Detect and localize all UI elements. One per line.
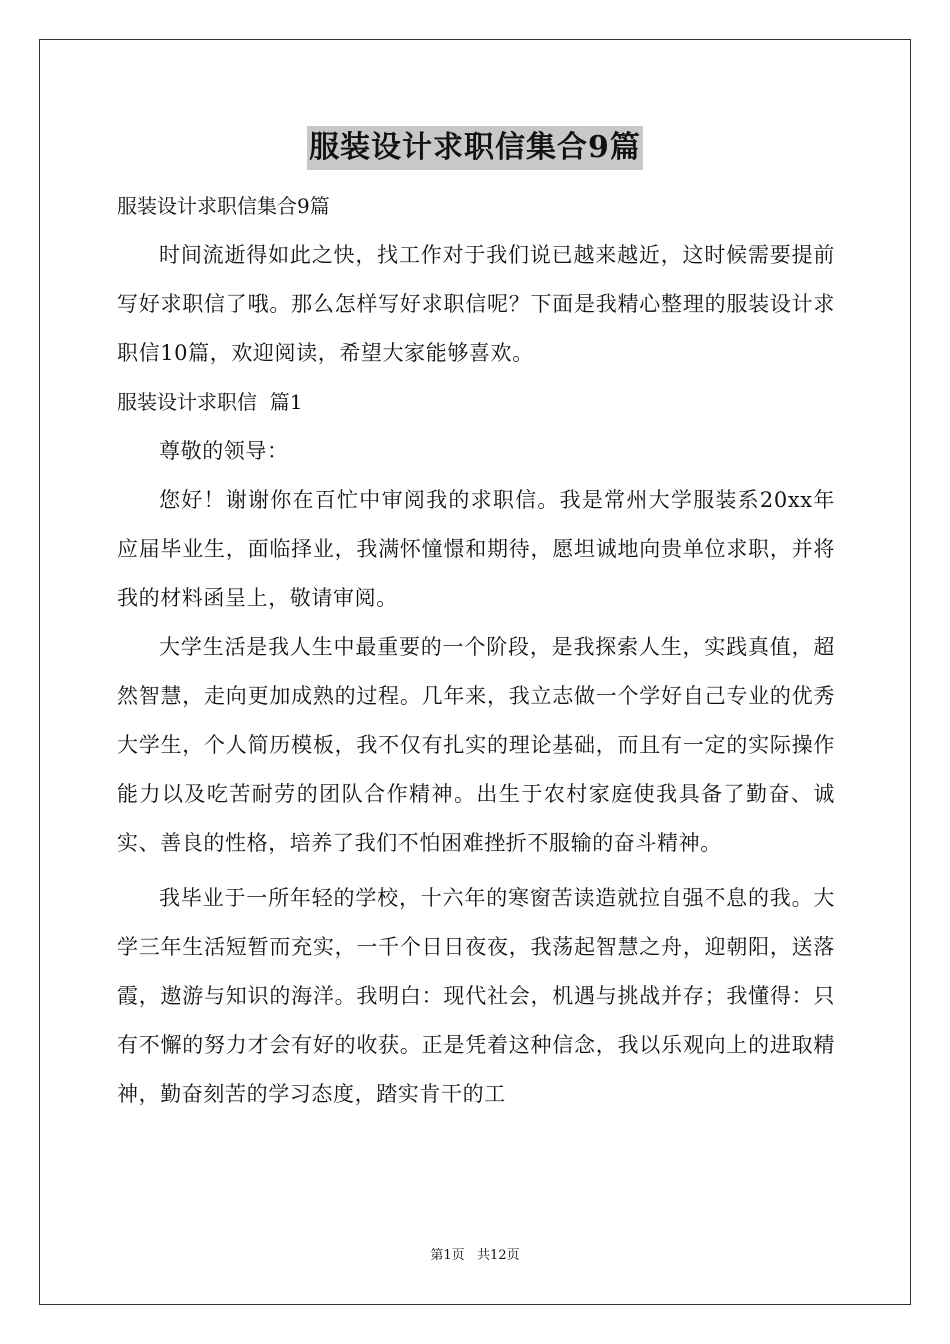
salutation: 尊敬的领导：: [159, 439, 289, 463]
title-container: [0, 126, 950, 170]
document-body: [117, 182, 835, 1119]
paragraph-1: 您好！谢谢你在百忙中审阅我的求职信。我是常州大学服装系20xx年应届毕业生，面临择业，我满怀憧憬和期待，愿坦诚地向贵单位求职，并将我的材料函呈上，敬请审阅。: [117, 488, 835, 610]
document-subtitle: 服装设计求职信集合9篇: [117, 194, 330, 218]
page-footer: [0, 1247, 950, 1265]
section-heading: 服装设计求职信 篇1: [117, 390, 303, 414]
intro-paragraph: 时间流逝得如此之快，找工作对于我们说已越来越近，这时候需要提前写好求职信了哦。那么怎样写好求职信呢？下面是我精心整理的服装设计求职信10篇，欢迎阅读，希望大家能够喜欢。: [117, 243, 835, 365]
document-title: 服装设计求职信集合9篇: [307, 126, 643, 170]
page-number: 第1页 共12页: [430, 1248, 520, 1263]
paragraph-3: 我毕业于一所年轻的学校，十六年的寒窗苦读造就拉自强不息的我。大学三年生活短暂而充实，一千个日日夜夜，我荡起智慧之舟，迎朝阳，送落霞，遨游与知识的海洋。我明白：现代社会，机遇与挑战并存；我懂得：只有不懈的努力才会有好的收获。正是凭着这种信念，我以乐观向上的进取精神，勤奋刻苦的学习态度，踏实肯干的工: [117, 886, 835, 1106]
paragraph-2: 大学生活是我人生中最重要的一个阶段，是我探索人生，实践真值，超然智慧，走向更加成熟的过程。几年来，我立志做一个学好自己专业的优秀大学生，个人简历模板，我不仅有扎实的理论基础，而且有一定的实际操作能力以及吃苦耐劳的团队合作精神。出生于农村家庭使我具备了勤奋、诚实、善良的性格，培养了我们不怕困难挫折不服输的奋斗精神。: [117, 635, 835, 855]
